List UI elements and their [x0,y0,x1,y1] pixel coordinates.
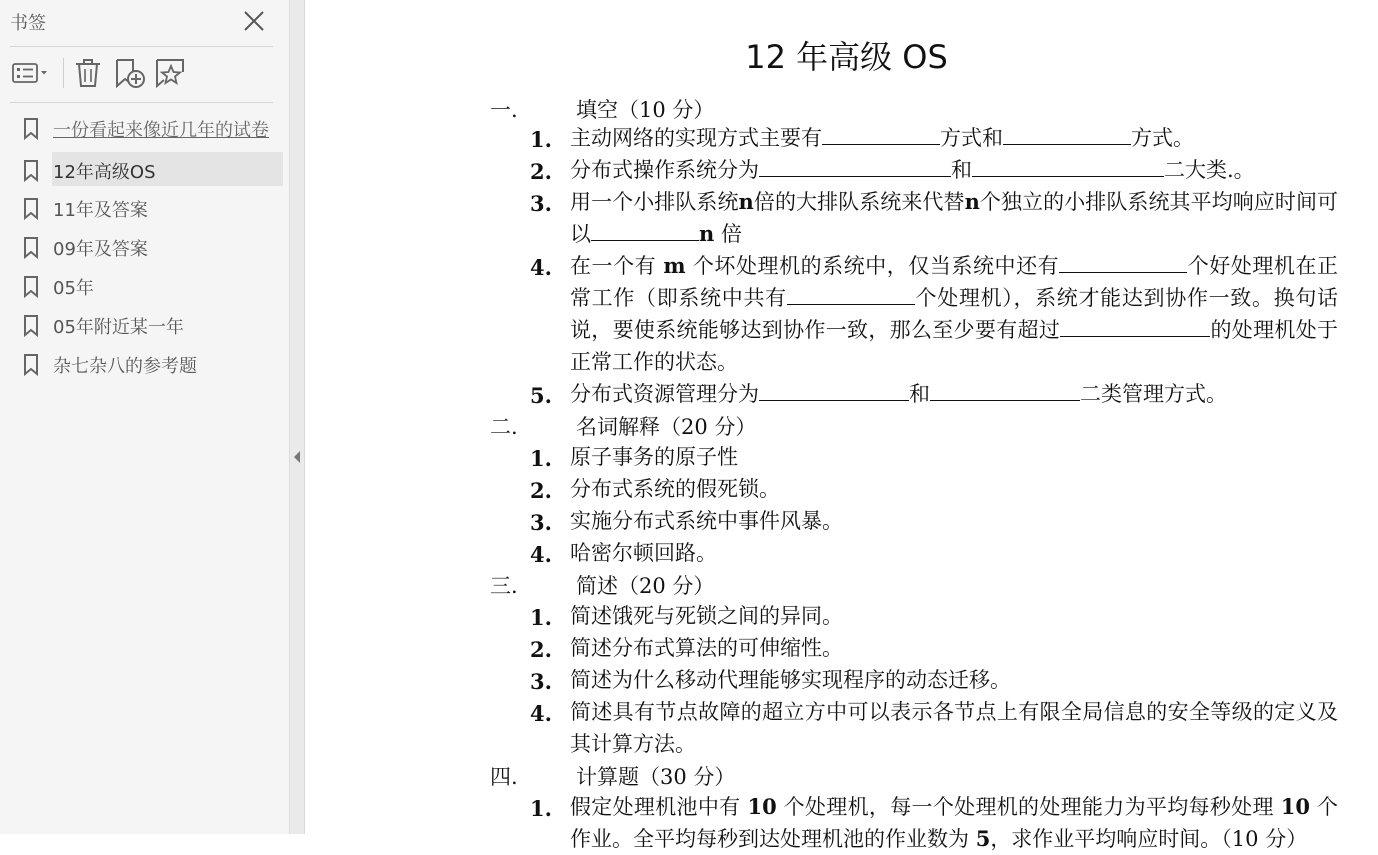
bookmark-label: 12年高级OS [53,162,156,183]
bookmark-item[interactable] [0,268,290,302]
question-number: 1. [530,127,552,152]
bookmark-item[interactable] [0,346,290,380]
bookmark-icon [23,198,39,220]
question-text: 分布式资源管理分为 和 二类管理方式。 [570,382,1227,406]
document-title: 12 年高级 OS [745,38,948,76]
collapse-panel-icon[interactable] [293,450,301,464]
add-bookmark-button[interactable] [113,56,147,90]
question-text: 实施分布式系统中事件风暴。 [570,509,843,533]
question-number: 2. [530,159,552,184]
bookmark-label: 一份看起来像近几年的试卷 [53,120,269,141]
bookmark-label: 杂七杂八的参考题 [53,356,197,377]
question-number: 1. [530,605,552,630]
bookmark-item[interactable] [0,229,290,263]
question-number: 4. [530,542,552,567]
question-text: 分布式操作系统分为 和 二大类.。 [570,158,1255,182]
question-number: 1. [530,796,552,821]
question-text: 主动网络的实现方式主要有 方式和 方式。 [570,126,1194,150]
question-text: 简述具有节点故障的超立方中可以表示各节点上有限全局信息的安全等级的定义及其计算方法。 [570,700,1338,756]
question-text: 假定处理机池中有 10 个处理机，每一个处理机的处理能力为平均每秒处理 10 个作业。全平均每秒到达处理机池的作业数为 5，求作业平均响应时间。（10 分） [570,794,1338,851]
question-number: 3. [530,191,552,216]
question-number: 4. [530,701,552,726]
question-number: 4. [530,255,552,280]
question-number: 3. [530,669,552,694]
bookmark-label: 09年及答案 [53,239,148,260]
question-text: 在一个有 m 个坏处理机的系统中，仅当系统中还有 个好处理机在正常工作（即系统中共有 个处理机），系统才能达到协作一致。换句话说，要使系统能够达到协作一致，那么至少要有超过 的处理机处于正常工作的状态。 [570,253,1339,374]
section-number: 二. [490,415,518,439]
document-page [305,0,1378,851]
section-heading [490,570,714,600]
question-text: 分布式系统的假死锁。 [570,477,780,501]
question-text: 哈密尔顿回路。 [570,541,717,565]
bookmark-icon [23,118,39,140]
section-heading [490,761,735,791]
bookmarks-panel [0,0,290,834]
panel-title: 书签 [10,13,46,34]
section-title: 填空（10 分） [576,98,715,122]
question-text: 用一个小排队系统n倍的大排队系统来代替n个独立的小排队系统其平均响应时间可以 n 倍 [570,189,1339,246]
section-number: 一. [490,98,518,122]
section-title: 名词解释（20 分） [576,415,757,439]
bookmark-item-selected[interactable] [0,152,290,186]
bookmark-icon [23,237,39,259]
question-number: 2. [530,637,552,662]
bookmark-icon [23,160,39,182]
close-icon [241,8,267,34]
divider [10,102,273,103]
section-title: 计算题（30 分） [576,765,736,789]
question-number: 5. [530,383,552,408]
question-number: 2. [530,478,552,503]
bookmark-item[interactable] [0,110,290,144]
bookmark-label: 05年 [53,278,94,299]
close-panel-button[interactable] [241,8,267,34]
bookmark-label: 11年及答案 [53,200,148,221]
list-options-icon [12,56,52,90]
bookmark-properties-button[interactable] [154,56,188,90]
bookmark-star-icon [154,56,188,90]
divider [10,46,273,47]
bookmark-icon [23,276,39,298]
bookmark-label: 05年附近某一年 [53,317,184,338]
question-text: 原子事务的原子性 [570,445,738,469]
trash-icon [73,56,103,90]
question-number: 3. [530,510,552,535]
options-menu-button[interactable] [12,56,52,90]
bookmark-item[interactable] [0,307,290,341]
section-number: 四. [490,765,518,789]
bookmark-icon [23,315,39,337]
question-number: 1. [530,446,552,471]
question-text: 简述分布式算法的可伸缩性。 [570,636,843,660]
delete-bookmark-button[interactable] [73,56,103,90]
section-heading [490,411,756,441]
section-heading [490,94,714,124]
section-number: 三. [490,574,518,598]
add-bookmark-icon [113,56,147,90]
question-text: 简述为什么移动代理能够实现程序的动态迁移。 [570,668,1011,692]
panel-splitter[interactable] [290,0,305,834]
toolbar-separator [63,58,64,88]
bookmark-item[interactable] [0,190,290,224]
bookmark-icon [23,354,39,376]
section-title: 简述（20 分） [576,574,715,598]
question-text: 简述饿死与死锁之间的异同。 [570,604,843,628]
